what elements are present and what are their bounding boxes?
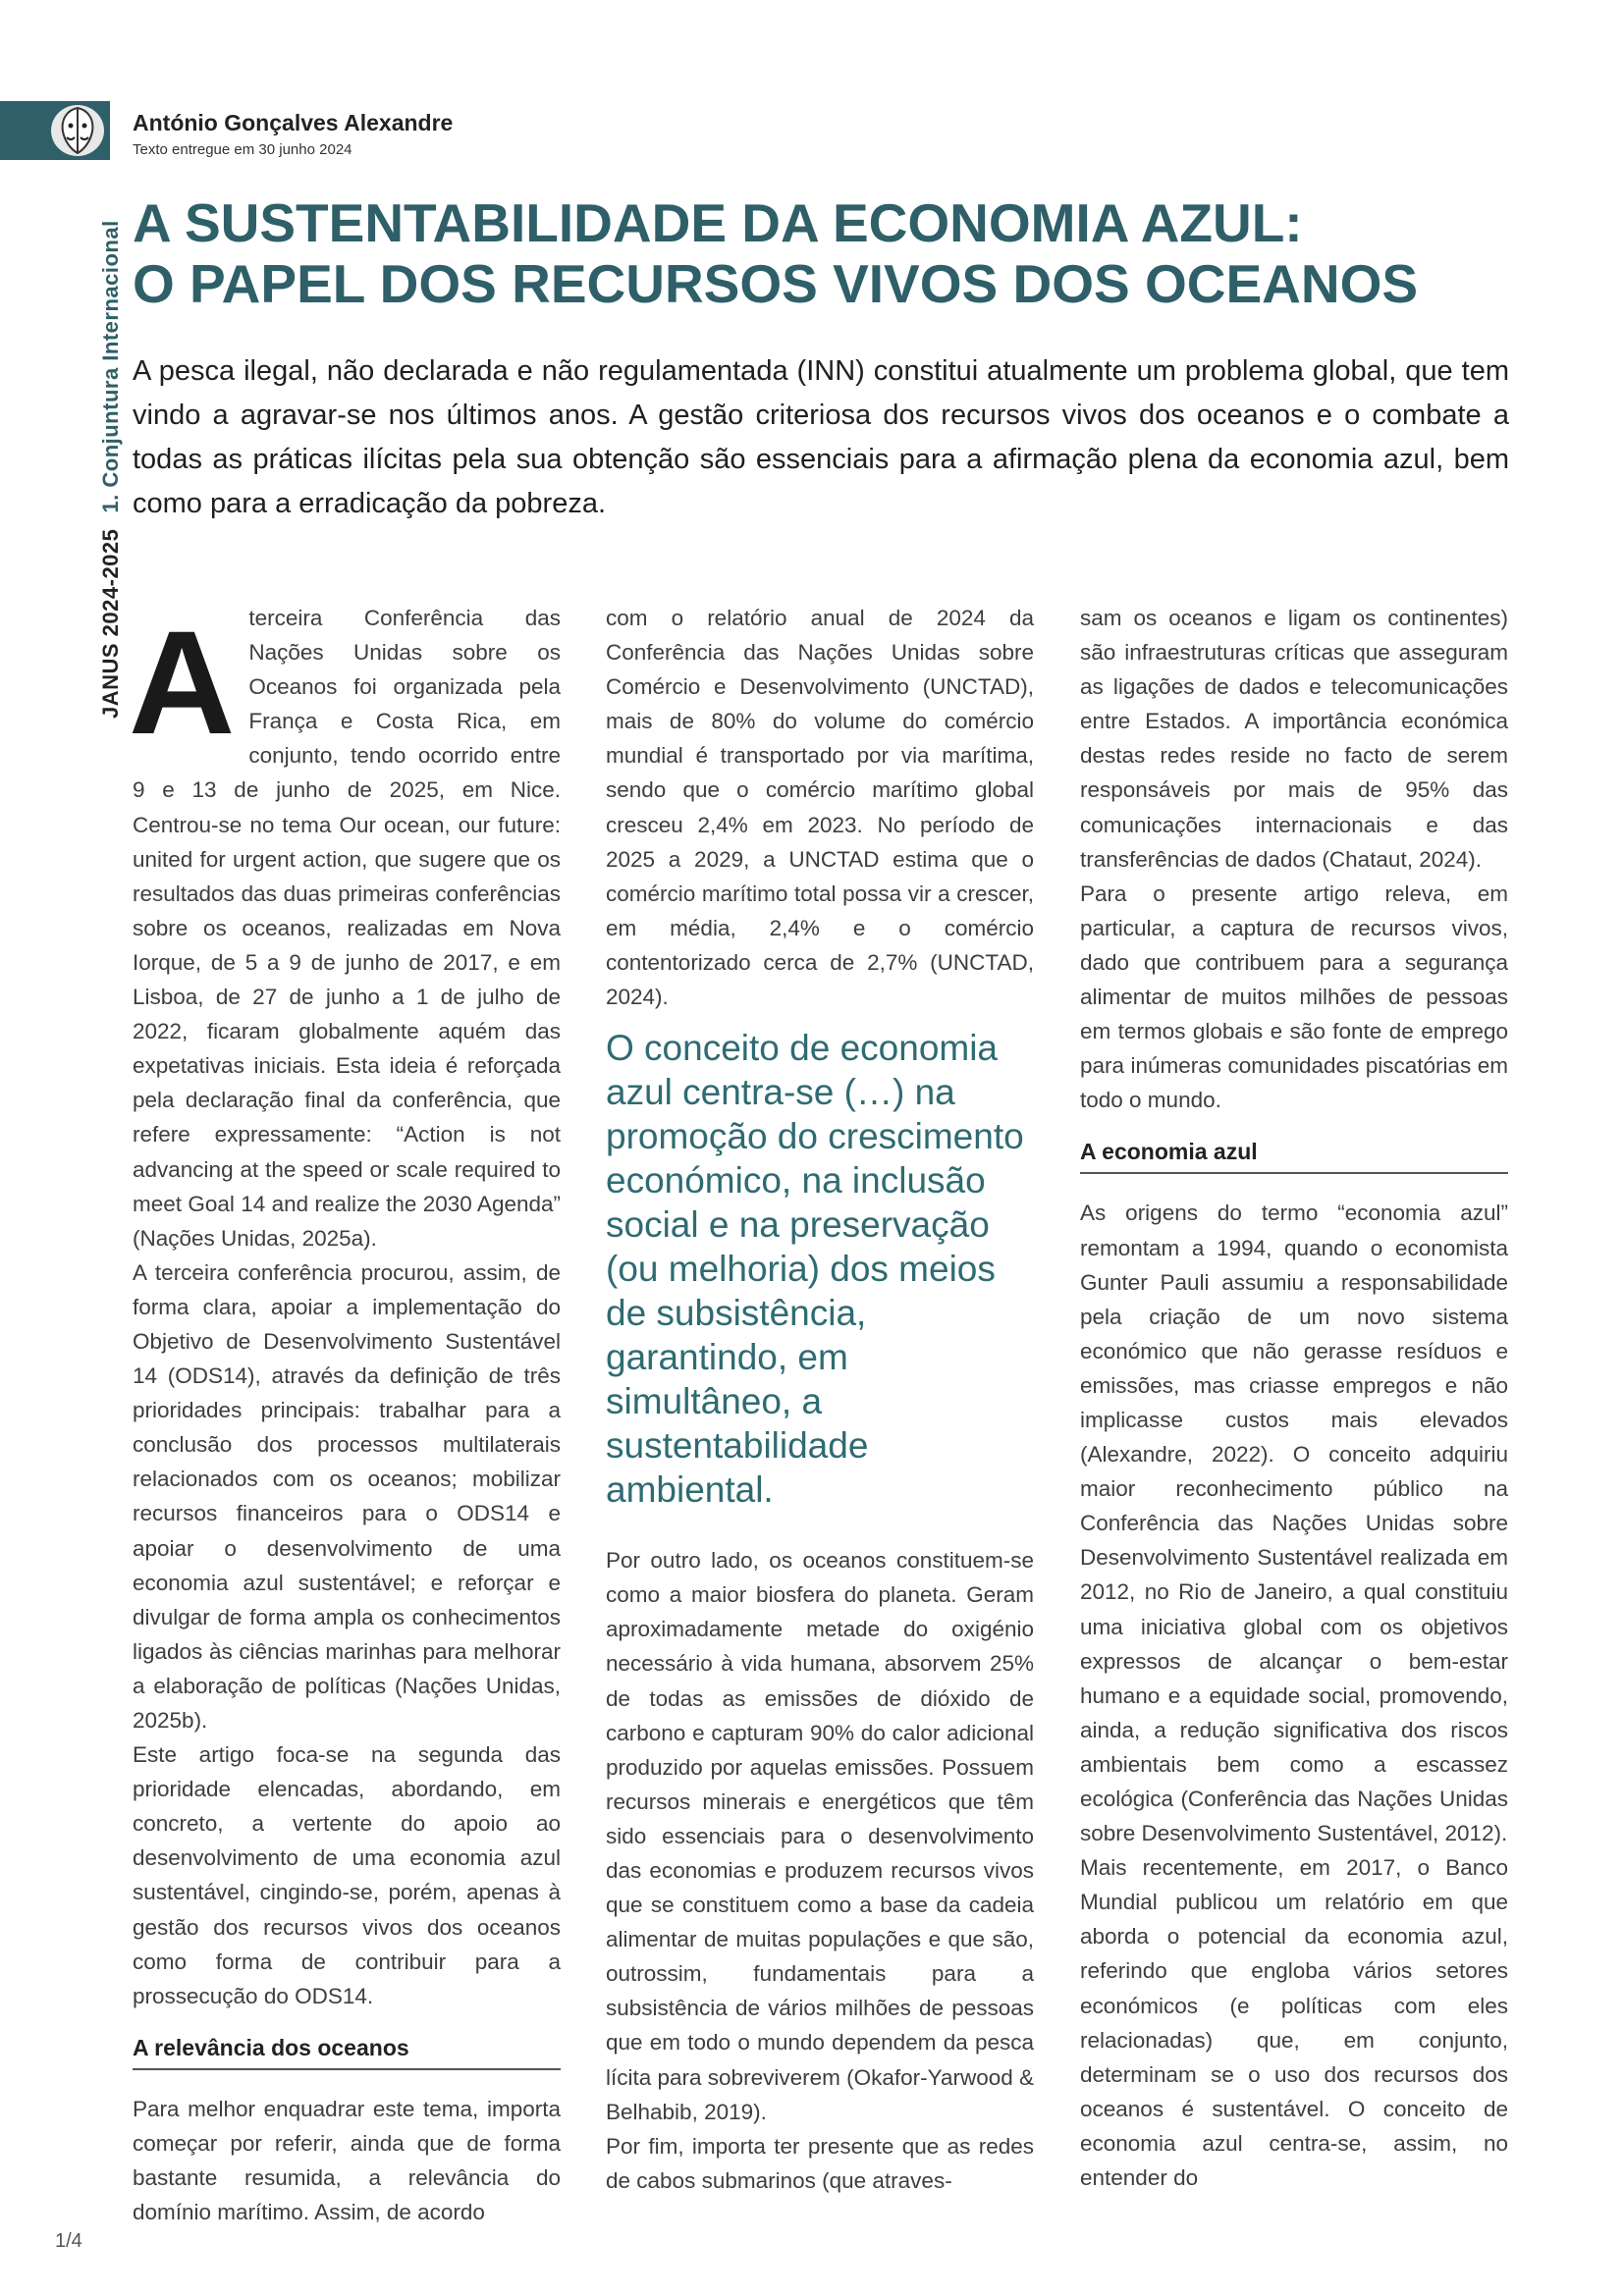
publication-label: JANUS 2024-2025 bbox=[98, 528, 123, 719]
section-heading: A economia azul bbox=[1080, 1137, 1508, 1174]
body-paragraph: A terceira conferência procurou, assim, de forma clara, apoiar a implementação do Objetivo de Desenvolvimento Sustentável 14 (ODS14), através da definição de três prioridades principais: trabalhar para a conclusão dos processos multilaterais relacionados com os oceanos; mobilizar recursos financeiros para o ODS14 e apoiar o desenvolvimento de uma economia azul sustentável; e reforçar e divulgar de forma ampla os conhecimentos ligados às ciências marinhas para melhorar a elaboração de políticas (Nações Unidas, 2025b). bbox=[133, 1259, 561, 1733]
section-label: 1. Conjuntura Internacional bbox=[98, 220, 123, 513]
article-lead: A pesca ilegal, não declarada e não regulamentada (INN) constitui atualmente um problema global, que tem vindo a agravar-se nos últimos anos. A gestão criteriosa dos recursos vivos dos oceanos e o combate a todas as práticas ilícitas pela sua obtenção são essenciais para a afirmação plena da economia azul, bem como para a erradicação da pobreza. bbox=[133, 355, 1509, 519]
article-title bbox=[133, 192, 1586, 314]
page-number: 1/4 bbox=[55, 2230, 82, 2252]
column-3 bbox=[1080, 601, 1508, 2195]
title-line-2: O PAPEL DOS RECURSOS VIVOS DOS OCEANOS bbox=[133, 253, 1419, 314]
body-paragraph: Para melhor enquadrar este tema, importa começar por referir, ainda que de forma bastante resumida, a relevância do domínio marítimo. Assim, de acordo bbox=[133, 2096, 561, 2225]
section-heading: A relevância dos oceanos bbox=[133, 2033, 561, 2070]
body-paragraph: sam os oceanos e ligam os continentes) são infraestruturas críticas que asseguram as ligações de dados e telecomunicações entre Estados. A importância económica destas redes reside no facto de serem responsáveis por mais de 95% das comunicações internacionais e das transferências de dados (Chataut, 2024). bbox=[1080, 606, 1508, 872]
body-paragraph: Mais recentemente, em 2017, o Banco Mundial publicou um relatório em que aborda o potencial da economia azul, referindo que engloba vários setores económicos (e políticas com eles relacionadas) que, em conjunto, determinam se o uso dos recursos dos oceanos é sustentável. O conceito de economia azul centra-se, assim, no entender do bbox=[1080, 1855, 1508, 2191]
body-paragraph: Este artigo foca-se na segunda das prioridade elencadas, abordando, em concreto, a vertente do apoio ao desenvolvimento de uma economia azul sustentável, cingindo-se, porém, apenas à gestão dos recursos vivos dos oceanos como forma de contribuir para a prossecução do ODS14. bbox=[133, 1742, 561, 2008]
body-paragraph: Aterceira Conferência das Nações Unidas sobre os Oceanos foi organizada pela França e Costa Rica, em conjunto, tendo ocorrido entre 9 e 13 de junho de 2025, em Nice. Centrou-se no tema Our ocean, our future: united for urgent action, que sugere que os resultados das duas primeiras conferências sobre os oceanos, realizadas em Nova Iorque, de 5 a 9 de junho de 2017, e em Lisboa, de 27 de junho a 1 de julho de 2022, ficaram globalmente aquém das expetativas iniciais. Esta ideia é reforçada pela declaração final da conferência, que refere expressamente: “Action is not advancing at the speed or scale required to meet Goal 14 and realize the 2030 Agenda” (Nações Unidas, 2025a). bbox=[129, 600, 561, 1251]
author-name: António Gonçalves Alexandre bbox=[133, 110, 454, 135]
column-1 bbox=[129, 600, 561, 2229]
janus-logo-icon bbox=[47, 102, 108, 159]
pull-quote: O conceito de economia azul centra-se (…) na promoção do crescimento económico, na inclusão social e na preservação (ou melhoria) dos meios de subsistência, garantindo, em simultâneo, a sustentabilidade ambiental. bbox=[606, 1028, 1024, 1511]
body-paragraph: com o relatório anual de 2024 da Conferência das Nações Unidas sobre Comércio e Desenvolvimento (UNCTAD), mais de 80% do volume do comércio mundial é transportado por via marítima, sendo que o comércio marítimo global cresceu 2,4% em 2023. No período de 2025 a 2029, a UNCTAD estima que o comércio marítimo total possa vir a crescer, em média, 2,4% e o comércio contentorizado cerca de 2,7% (UNCTAD, 2024). bbox=[606, 606, 1034, 1010]
body-paragraph: Para o presente artigo releva, em particular, a captura de recursos vivos, dado que contribuem para a segurança alimentar de muitos milhões de pessoas em termos globais e são fonte de emprego para inúmeras comunidades piscatórias em todo o mundo. bbox=[1080, 881, 1508, 1113]
title-line-1: A SUSTENTABILIDADE DA ECONOMIA AZUL: bbox=[133, 192, 1303, 253]
body-paragraph: Por fim, importa ter presente que as redes de cabos submarinos (que atraves- bbox=[606, 2133, 1034, 2193]
body-paragraph: As origens do termo “economia azul” remontam a 1994, quando o economista Gunter Pauli assumiu a responsabilidade pela criação de um novo sistema económico que não gerasse resíduos e emissões, mas criasse empregos e não implicasse custos mais elevados (Alexandre, 2022). O conceito adquiriu maior reconhecimento público na Conferência das Nações Unidas sobre Desenvolvimento Sustentável realizada em 2012, no Rio de Janeiro, a qual constituiu uma iniciativa global com os objetivos expressos de alcançar o bem-estar humano e a equidade social, promovendo, ainda, a redução significativa dos riscos ambientais bem como a escassez ecológica (Conferência das Nações Unidas sobre Desenvolvimento Sustentável, 2012). bbox=[1080, 1201, 1508, 1846]
body-paragraph: Por outro lado, os oceanos constituem-se como a maior biosfera do planeta. Geram aproximadamente metade do oxigénio necessário à vida humana, absorvem 25% de todas as emissões de dióxido de carbono e capturam 90% do calor adicional produzido por aquelas emissões. Possuem recursos minerais e energéticos que têm sido essenciais para o desenvolvimento das economias e produzem recursos vivos que se constituem como a base da cadeia alimentar de muitas populações e que são, outrossim, fundamentais para a subsistência de vários milhões de pessoas que em todo o mundo dependem da pesca lícita para sobreviverem (Okafor-Yarwood & Belhabib, 2019). bbox=[606, 1548, 1034, 2124]
delivery-date: Texto entregue em 30 junho 2024 bbox=[133, 141, 352, 158]
side-label bbox=[98, 220, 124, 719]
column-2 bbox=[606, 601, 1034, 2198]
drop-cap: A bbox=[129, 600, 236, 765]
